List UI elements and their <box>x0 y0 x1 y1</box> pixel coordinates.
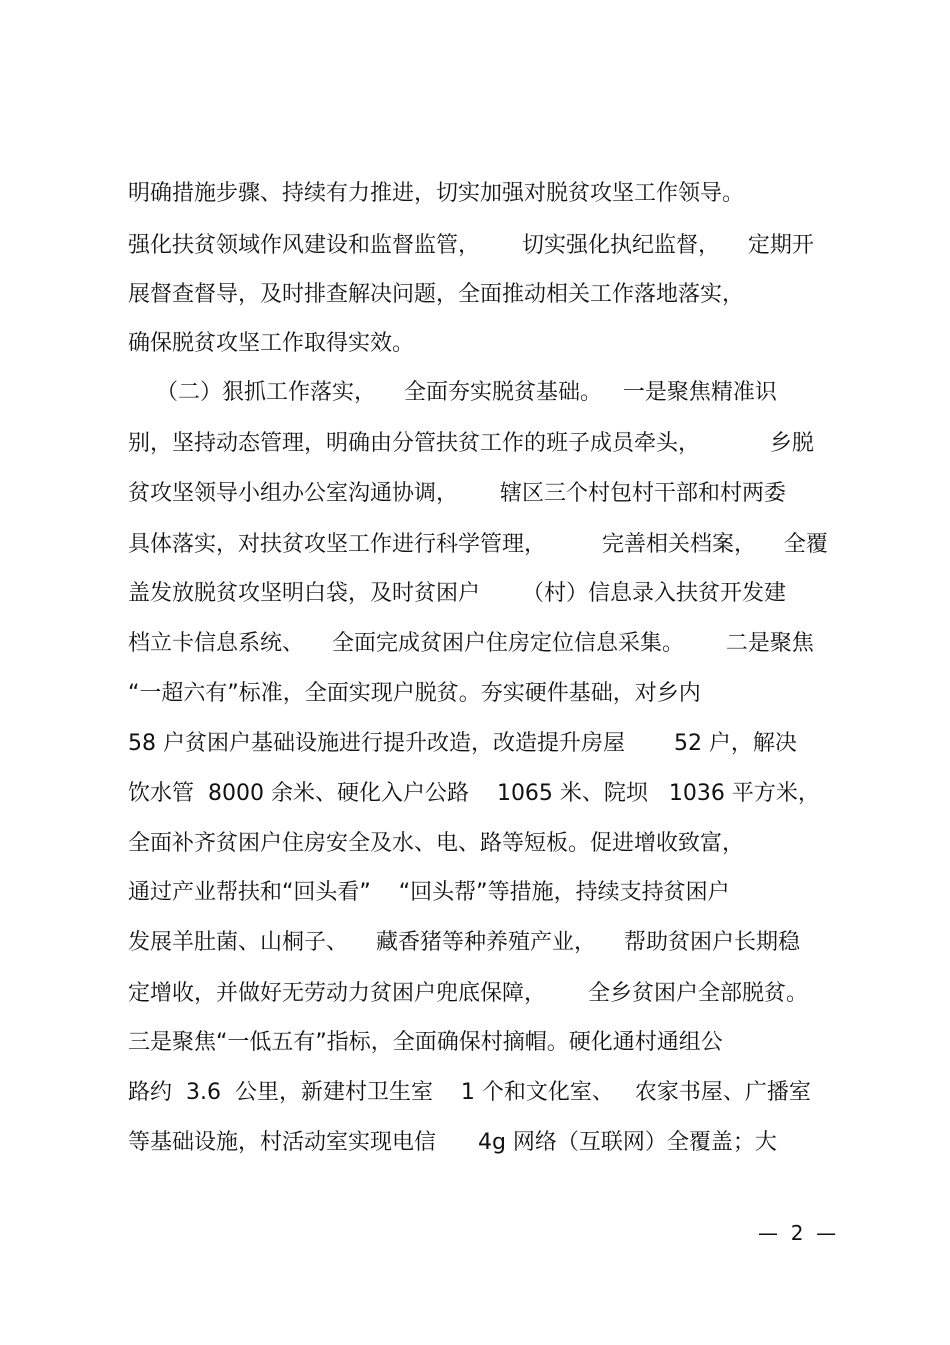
text-line-15: 通过产业帮扶和“回头看” “回头帮”等措施，持续支持贫困户 <box>128 880 730 905</box>
text-line-6: 别，坚持动态管理，明确由分管扶贫工作的班子成员牵头， 乡脱 <box>128 431 814 456</box>
text-line-4: 确保脱贫攻坚工作取得实效。 <box>128 331 415 356</box>
text-line-8: 具体落实，对扶贫攻坚工作进行科学管理， 完善相关档案， 全覆 <box>128 532 828 557</box>
text-line-7: 贫攻坚领导小组办公室沟通协调， 辖区三个村包村干部和村两委 <box>128 481 786 506</box>
text-line-1: 明确措施步骤、持续有力推进，切实加强对脱贫攻坚工作领导。 <box>128 181 745 206</box>
text-line-16: 发展羊肚菌、山桐子、 藏香猪等种养殖产业， 帮助贫困户长期稳 <box>128 930 800 955</box>
text-line-12: 58 户贫困户基础设施进行提升改造，改造提升房屋 52 户，解决 <box>128 731 797 756</box>
text-line-2: 强化扶贫领域作风建设和监督监管， 切实强化执纪监督， 定期开 <box>128 233 814 258</box>
text-line-17: 定增收，并做好无劳动力贫困户兜底保障， 全乡贫困户全部脱贫。 <box>128 981 808 1006</box>
text-line-13: 饮水管 8000 余米、硬化入户公路 1065 米、院坝 1036 平方米， <box>128 781 820 806</box>
text-line-14: 全面补齐贫困户住房安全及水、电、路等短板。促进增收致富， <box>128 831 745 856</box>
text-line-11: “一超六有”标准，全面实现户脱贫。夯实硬件基础，对乡内 <box>128 681 701 706</box>
text-line-9: 盖发放脱贫攻坚明白袋，及时贫困户 （村）信息录入扶贫开发建 <box>128 581 786 606</box>
text-line-19: 路约 3.6 公里，新建村卫生室 1 个和文化室、 农家书屋、广播室 <box>128 1080 811 1105</box>
text-line-20: 等基础设施，村活动室实现电信 4g 网络（互联网）全覆盖；大 <box>128 1130 777 1155</box>
page-number: — 2 — <box>758 1221 837 1245</box>
text-line-18: 三是聚焦“一低五有”指标，全面确保村摘帽。硬化通村通组公 <box>128 1030 723 1055</box>
text-line-5: （二）狠抓工作落实， 全面夯实脱贫基础。 一是聚焦精准识 <box>128 380 777 405</box>
text-line-3: 展督查督导，及时排查解决问题，全面推动相关工作落地落实， <box>128 282 745 307</box>
text-line-10: 档立卡信息系统、 全面完成贫困户住房定位信息采集。 二是聚焦 <box>128 631 814 656</box>
